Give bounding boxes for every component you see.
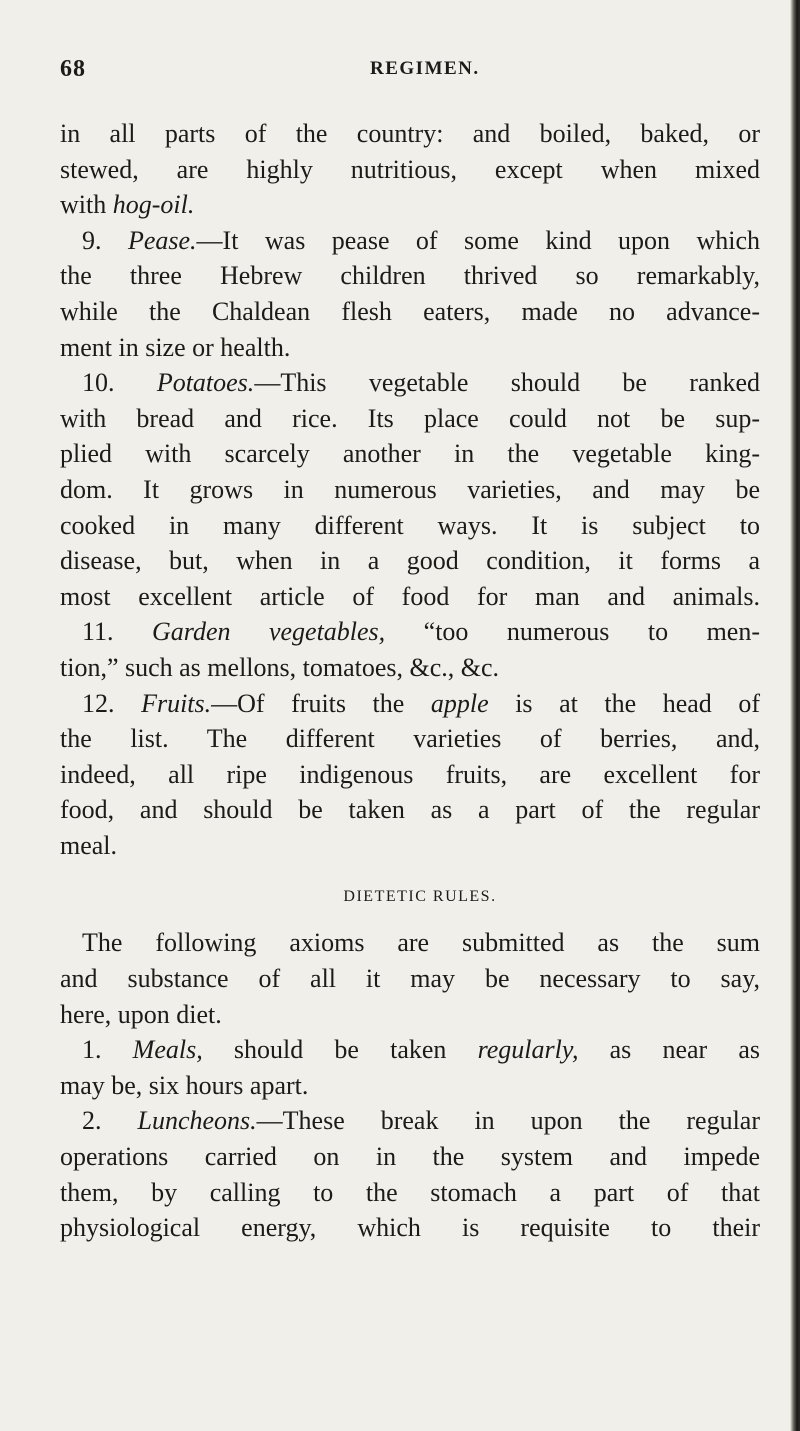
- text-line: [60, 330, 760, 366]
- text-line: [60, 757, 760, 793]
- running-head: [60, 56, 760, 86]
- line-text: the list. The different varieties of berries, and,: [60, 724, 760, 754]
- line-text: ment in size or health.: [60, 332, 291, 362]
- italic-term: apple: [430, 688, 489, 718]
- text-line: [60, 436, 760, 472]
- line-text: operations carried on in the system and impede: [60, 1142, 760, 1172]
- line-text: food, and should be taken as a part of the regular: [60, 795, 760, 825]
- text-line: [60, 1068, 760, 1104]
- text-line: [60, 686, 760, 722]
- line-text: stewed, are highly nutritious, except when mixed: [60, 154, 760, 184]
- text-line: [60, 365, 760, 401]
- text-line: [60, 1175, 760, 1211]
- item-title: Meals,: [132, 1035, 203, 1065]
- line-text: indeed, all ripe indigenous fruits, are excellent for: [60, 759, 760, 789]
- line-text: —These break in upon the regular: [256, 1106, 760, 1136]
- line-text: should be taken: [202, 1035, 478, 1065]
- item-number: 10.: [82, 368, 157, 398]
- line-text: plied with scarcely another in the vegetable king-: [60, 439, 760, 469]
- text-line: [60, 961, 760, 997]
- line-text: the three Hebrew children thrived so remarkably,: [60, 261, 760, 291]
- item-title: Luncheons.: [137, 1106, 257, 1136]
- text-line: [60, 294, 760, 330]
- text-line: [60, 223, 760, 259]
- line-text: dom. It grows in numerous varieties, and may be: [60, 474, 760, 504]
- text-line: [60, 1032, 760, 1068]
- line-text: most excellent article of food for man and animals.: [60, 581, 760, 611]
- page-number: 68: [60, 56, 86, 82]
- page-edge-shadow: [790, 0, 800, 1431]
- item-number: 2.: [82, 1106, 138, 1136]
- text-line: [60, 543, 760, 579]
- running-title: REGIMEN.: [370, 58, 480, 79]
- italic-term: regularly,: [477, 1035, 579, 1065]
- item-number: 9.: [82, 225, 128, 255]
- text-line: [60, 472, 760, 508]
- line-text: while the Chaldean flesh eaters, made no advance-: [60, 296, 760, 326]
- line-text: meal.: [60, 830, 118, 860]
- line-text: —Of fruits the: [211, 688, 431, 718]
- text-line: [60, 721, 760, 757]
- line-text: with: [60, 190, 113, 220]
- text-line: [60, 614, 760, 650]
- text-line: [60, 997, 760, 1033]
- text-line: [60, 401, 760, 437]
- italic-term: hog-oil.: [112, 190, 195, 220]
- line-text: as near as: [578, 1035, 761, 1065]
- text-line: [60, 116, 760, 152]
- line-text: The following axioms are submitted as the sum: [82, 928, 760, 958]
- line-text: —This vegetable should be ranked: [254, 368, 761, 398]
- item-title: Pease.: [127, 225, 197, 255]
- section-heading: DIETETIC RULES.: [343, 888, 497, 906]
- text-line: [60, 1210, 760, 1246]
- line-text: disease, but, when in a good condition, it forms a: [60, 546, 760, 576]
- text-line: [60, 650, 760, 686]
- text-line: [60, 792, 760, 828]
- body-text: [60, 116, 760, 1246]
- text-line: [60, 508, 760, 544]
- line-text: is at the head of: [488, 688, 760, 718]
- line-text: them, by calling to the stomach a part of that: [60, 1177, 760, 1207]
- text-line: [60, 1103, 760, 1139]
- text-line: [60, 152, 760, 188]
- text-line: [60, 828, 760, 864]
- line-text: tion,” such as mellons, tomatoes, &c., &c.: [60, 652, 500, 682]
- item-number: 12.: [82, 688, 142, 718]
- line-text: may be, six hours apart.: [60, 1070, 309, 1100]
- line-text: and substance of all it may be necessary to say,: [60, 964, 760, 994]
- line-text: with bread and rice. Its place could not be sup-: [60, 403, 760, 433]
- line-text: here, upon diet.: [60, 999, 222, 1029]
- text-line: [60, 579, 760, 615]
- item-title: Potatoes.: [156, 368, 255, 398]
- line-text: —It was pease of some kind upon which: [196, 225, 761, 255]
- item-number: 11.: [82, 617, 153, 647]
- text-line: [60, 1139, 760, 1175]
- text-line: [60, 258, 760, 294]
- item-number: 1.: [82, 1035, 133, 1065]
- text-line: [60, 187, 760, 223]
- text-line: [60, 925, 760, 961]
- line-text: physiological energy, which is requisite to their: [60, 1213, 760, 1243]
- item-title: Fruits.: [141, 688, 212, 718]
- item-title: Garden vegetables,: [152, 617, 386, 647]
- line-text: in all parts of the country: and boiled, baked, or: [60, 119, 760, 148]
- line-text: cooked in many different ways. It is subject to: [60, 510, 760, 540]
- line-text: “too numerous to men-: [385, 617, 761, 647]
